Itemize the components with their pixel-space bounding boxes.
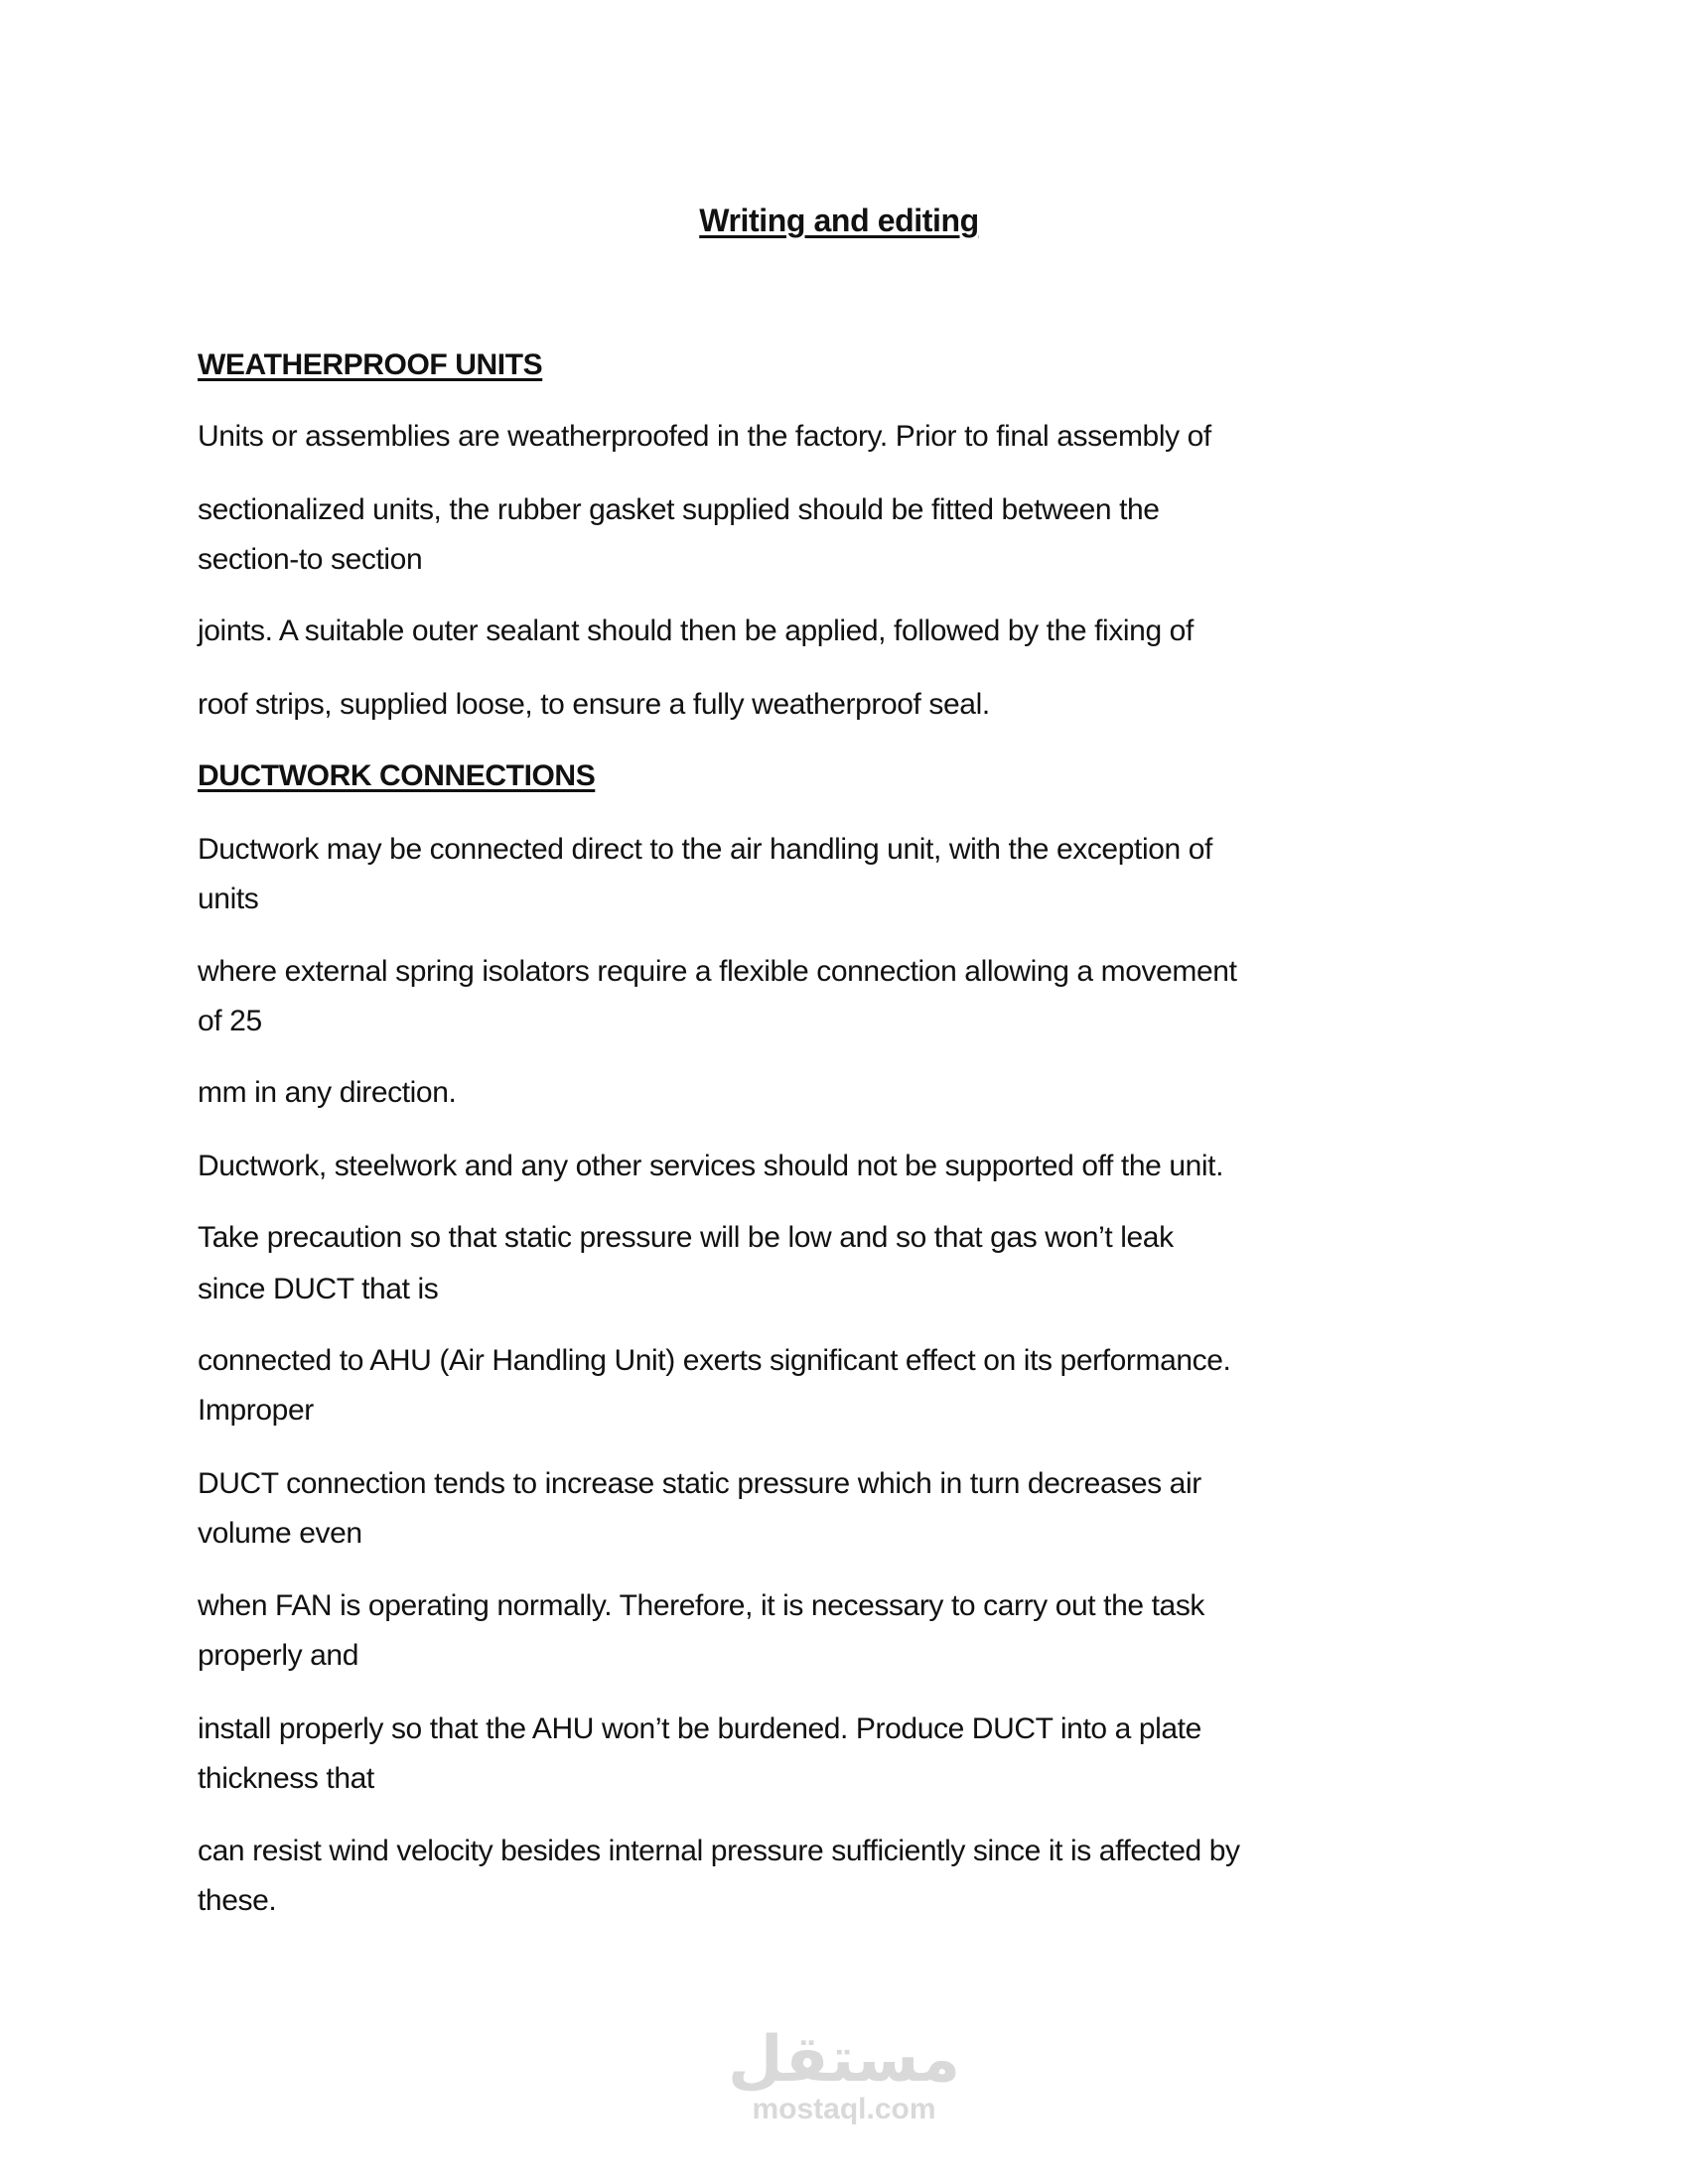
paragraph-line: Take precaution so that static pressure will be low and so that gas won’t leak xyxy=(198,1221,1174,1254)
document-title: Writing and editing xyxy=(699,203,979,238)
paragraph-line: install properly so that the AHU won’t be burdened. Produce DUCT into a plate xyxy=(198,1712,1201,1745)
section-heading-ductwork: DUCTWORK CONNECTIONS xyxy=(198,759,596,792)
paragraph-line: when FAN is operating normally. Therefore, it is necessary to carry out the task xyxy=(198,1589,1205,1622)
paragraph-line: connected to AHU (Air Handling Unit) exerts significant effect on its performance. xyxy=(198,1344,1231,1377)
paragraph-line: roof strips, supplied loose, to ensure a fully weatherproof seal. xyxy=(198,688,990,721)
paragraph-line: volume even xyxy=(198,1517,362,1550)
paragraph-line: sectionalized units, the rubber gasket supplied should be fitted between the xyxy=(198,493,1160,526)
watermark-logo: مستقل xyxy=(727,2023,961,2097)
watermark-url: mostaql.com xyxy=(752,2093,936,2125)
paragraph-line: Units or assemblies are weatherproofed in the factory. Prior to final assembly of xyxy=(198,420,1211,453)
paragraph-line: since DUCT that is xyxy=(198,1273,439,1305)
paragraph-line: can resist wind velocity besides internal pressure sufficiently since it is affected by xyxy=(198,1835,1240,1867)
section-heading-weatherproof: WEATHERPROOF UNITS xyxy=(198,348,543,381)
paragraph-line: properly and xyxy=(198,1639,358,1672)
paragraph-line: Ductwork may be connected direct to the air handling unit, with the exception of xyxy=(198,833,1212,866)
paragraph-line: mm in any direction. xyxy=(198,1076,457,1109)
paragraph-line: thickness that xyxy=(198,1762,374,1795)
paragraph-line: DUCT connection tends to increase static pressure which in turn decreases air xyxy=(198,1467,1201,1500)
paragraph-line: of 25 xyxy=(198,1005,262,1037)
paragraph-line: where external spring isolators require a flexible connection allowing a movement xyxy=(198,955,1237,988)
paragraph-line: units xyxy=(198,883,259,915)
paragraph-line: these. xyxy=(198,1884,277,1917)
paragraph-line: Improper xyxy=(198,1394,314,1427)
paragraph-line: section-to section xyxy=(198,543,423,576)
paragraph-line: Ductwork, steelwork and any other services should not be supported off the unit. xyxy=(198,1150,1224,1182)
paragraph-line: joints. A suitable outer sealant should then be applied, followed by the fixing of xyxy=(198,614,1194,647)
